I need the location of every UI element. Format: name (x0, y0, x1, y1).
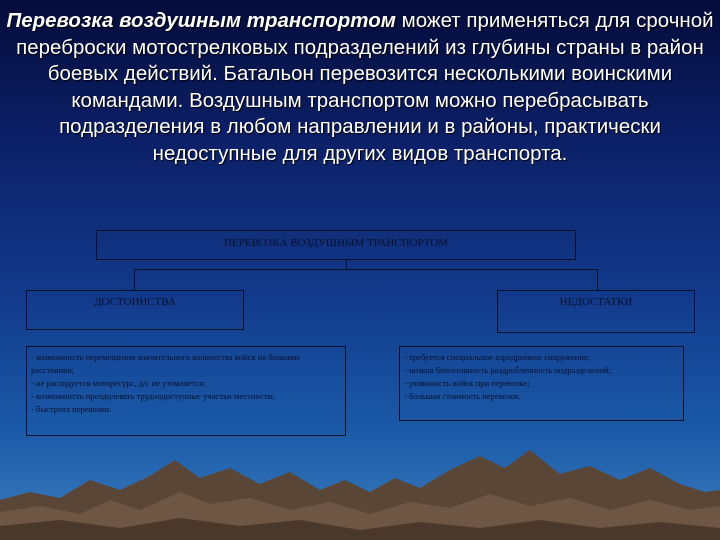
connector-horizontal (134, 269, 598, 270)
list-item: - возможность перемещения значительного количества войск на большие расстояния; (31, 352, 301, 375)
list-item: - требуется специальное аэродромное сооружение; (404, 352, 591, 362)
disadvantages-box (497, 290, 695, 333)
advantages-box (26, 290, 244, 330)
connector-left-down (134, 269, 135, 290)
connector-right-down (597, 269, 598, 290)
intro-paragraph (4, 8, 716, 167)
list-item: - быстрота перевозки. (31, 404, 112, 414)
disadvantages-list (399, 346, 684, 421)
intro-text: может применяться для срочной переброски мотострелковых подразделений из глубины страны в район боевых действий. Батальон перевозится несколькими воинскими командами. Воздушным транспортом можно перебрасывать подразделения в любом направлении и в районы, практически недоступные для других видов транспорта. (16, 9, 714, 165)
intro-lead: Перевозка воздушным транспортом (6, 9, 396, 32)
list-item: - уязвимость войск при перевозке; (404, 378, 530, 388)
diagram-root-box (96, 230, 576, 260)
list-item: - не расходуется моторесурс, д/с не утомляется; (31, 378, 206, 388)
list-item: - возможность преодолевать труднодоступные участки местности; (31, 391, 275, 401)
advantages-title: ДОСТОИНСТВА (94, 296, 176, 308)
advantages-list (26, 346, 346, 436)
list-item: - низкая боеготовность раздробленность подразделений; (404, 365, 612, 375)
diagram-root-label: ПЕРЕВОЗКА ВОЗДУШНЫМ ТРАНСПОРТОМ (223, 237, 449, 249)
list-item: - большая стоимость перевозок. (404, 391, 522, 401)
disadvantages-title: НЕДОСТАТКИ (559, 296, 633, 308)
